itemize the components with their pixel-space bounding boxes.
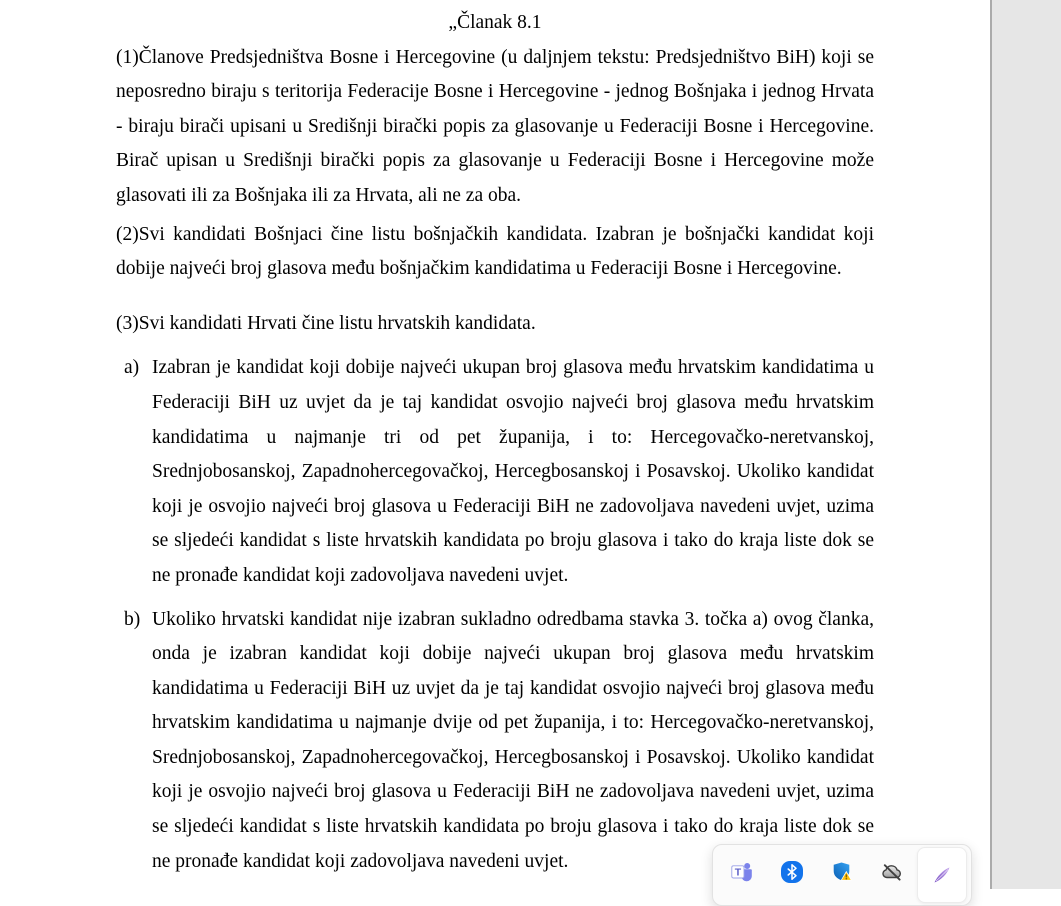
list-text-a: Izabran je kandidat koji dobije najveći ukupan broj glasova među hrvatskim kandidatima u Federaciji BiH uz uvjet da je taj kandidat osvojio najveći broj glasova među hrvatskim kandidatima u najmanje tri od pet županija, i to: Hercegovačko-neretvanskoj, Srednjobosanskoj, Zapadnohercegovačkoj, Hercegbosanskoj i Posavskoj. Ukoliko kandidat koji je osvojio najveći broj glasova u Federaciji BiH ne zadovoljava navedeni uvjet, uzima se sljedeći kandidat s liste hrvatskih kandidata po broju glasova i tako do kraja liste dok se ne pronađe kandidat koji zadovoljava navedeni uvjet. xyxy=(152,357,874,586)
list-item-a xyxy=(116,351,874,593)
paragraph-2: (2)Svi kandidati Bošnjaci čine listu bošnjačkih kandidata. Izabran je bošnjački kandidat koji dobije najveći broj glasova među bošnjačkim kandidatima u Federaciji Bosne i Hercegovine. xyxy=(116,223,874,280)
security-shield-warning-icon-glyph xyxy=(830,860,854,884)
teams-icon-glyph xyxy=(730,860,754,884)
bluetooth-icon[interactable] xyxy=(767,845,817,899)
paragraph-1: (1)Članove Predsjedništva Bosne i Hercegovine (u daljnjem tekstu: Predsjedništvo BiH) koji se neposredno biraju s teritorija Federacije Bosne i Hercegovine - jednog Bošnjaka i jednog Hrvata - biraju birači upisani u Središnji birački popis za glasovanje u Federaciji Bosne i Hercegovine. Birač upisan u Središnji birački popis za glasovanje u Federaciji Bosne i Hercegovine može glasovati ili za Bošnjaka ili za Hrvata, ali ne za oba. xyxy=(116,46,874,206)
security-shield-warning-icon[interactable] xyxy=(817,845,867,899)
list-item-b xyxy=(116,603,874,880)
bluetooth-icon-glyph xyxy=(780,860,804,884)
page-edge-divider xyxy=(990,0,1061,889)
list-marker-a: a) xyxy=(124,357,140,379)
pen-icon-glyph xyxy=(930,863,954,887)
pen-icon[interactable] xyxy=(917,847,967,903)
document-title: „Članak 8.1 xyxy=(448,12,542,33)
document-page xyxy=(116,0,874,879)
teams-icon[interactable] xyxy=(717,845,767,899)
svg-text:T: T xyxy=(734,866,742,879)
onedrive-offline-icon-glyph xyxy=(880,860,904,884)
paragraph-3: (3)Svi kandidati Hrvati čine listu hrvatskih kandidata. xyxy=(116,312,536,334)
system-tray-overflow-popup xyxy=(712,844,972,906)
list-marker-b: b) xyxy=(124,608,141,630)
onedrive-offline-icon[interactable] xyxy=(867,845,917,899)
list-text-b: Ukoliko hrvatski kandidat nije izabran sukladno odredbama stavka 3. točka a) ovog članka, onda je izabran kandidat koji dobije najveći ukupan broj glasova među hrvatskim kandidatima u Federaciji BiH uz uvjet da je taj kandidat osvojio najveći broj glasova među hrvatskim kandidatima u najmanje dvije od pet županija, i to: Hercegovačko-neretvanskoj, Srednjobosanskoj, Zapadnohercegovačkoj, Hercegbosanskoj i Posavskoj. Ukoliko kandidat koji je osvojio najveći broj glasova u Federaciji BiH ne zadovoljava navedeni uvjet, uzima se sljedeći kandidat s liste hrvatskih kandidata po broju glasova i tako do kraja liste dok se ne pronađe kandidat koji zadovoljava navedeni uvjet. xyxy=(152,608,874,872)
